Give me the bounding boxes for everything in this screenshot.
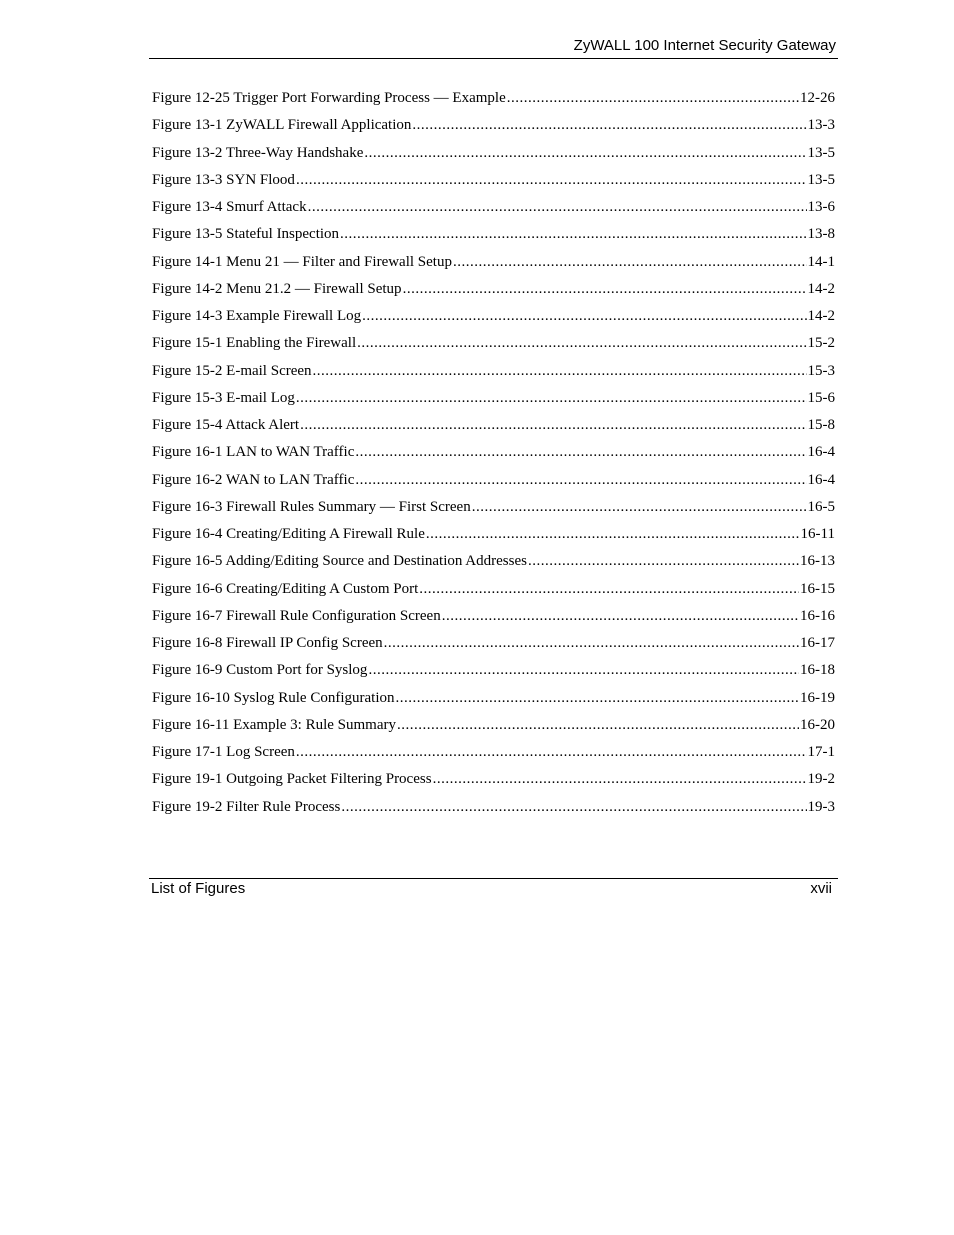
toc-entry[interactable] xyxy=(152,116,835,143)
toc-entry-title[interactable]: Figure 15-4 Attack Alert xyxy=(152,417,300,433)
footer-section-title: List of Figures xyxy=(151,880,246,897)
toc-entry-page[interactable]: 13-5 xyxy=(807,171,835,188)
toc-entry-title[interactable]: Figure 16-11 Example 3: Rule Summary xyxy=(152,716,396,733)
toc-entry-title[interactable]: Figure 16-9 Custom Port for Syslog xyxy=(152,662,368,679)
toc-entry[interactable] xyxy=(152,443,835,470)
toc-entry-page[interactable]: 13-3 xyxy=(807,117,835,134)
toc-entry-page[interactable]: 12-26 xyxy=(800,90,835,106)
toc-entry-page[interactable]: 19-2 xyxy=(807,771,835,788)
toc-entry[interactable] xyxy=(152,307,835,334)
dot-leader xyxy=(412,116,806,134)
dot-leader xyxy=(396,689,800,707)
toc-entry[interactable] xyxy=(152,144,835,171)
toc-entry-page[interactable]: 13-8 xyxy=(807,226,835,243)
toc-entry-page[interactable]: 16-15 xyxy=(800,580,835,597)
toc-entry-page[interactable]: 19-3 xyxy=(807,798,835,815)
toc-entry[interactable] xyxy=(152,607,835,634)
toc-entry-title[interactable]: Figure 16-10 Syslog Rule Configuration xyxy=(152,689,395,706)
header-rule xyxy=(149,58,838,59)
dot-leader xyxy=(355,443,806,461)
footer-rule xyxy=(149,878,838,879)
toc-entry[interactable] xyxy=(152,362,835,389)
toc-entry[interactable] xyxy=(152,661,835,688)
toc-entry[interactable] xyxy=(152,716,835,743)
toc-entry-page[interactable]: 16-19 xyxy=(800,689,835,706)
toc-entry-title[interactable]: Figure 16-7 Firewall Rule Configuration Screen xyxy=(152,607,441,624)
toc-entry-page[interactable]: 16-18 xyxy=(800,662,835,679)
toc-entry-title[interactable]: Figure 16-8 Firewall IP Config Screen xyxy=(152,635,383,651)
toc-entry-page[interactable]: 17-1 xyxy=(807,744,835,760)
dot-leader xyxy=(507,89,799,107)
toc-entry-title[interactable]: Figure 13-2 Three-Way Handshake xyxy=(152,144,364,161)
toc-entry[interactable] xyxy=(152,525,835,552)
toc-entry-title[interactable]: Figure 16-5 Adding/Editing Source and Destination Addresses xyxy=(152,553,527,570)
toc-entry[interactable] xyxy=(152,471,835,498)
dot-leader xyxy=(397,716,799,734)
dot-leader xyxy=(384,634,799,652)
toc-entry-page[interactable]: 16-13 xyxy=(800,553,835,570)
toc-entry-title[interactable]: Figure 16-2 WAN to LAN Traffic xyxy=(152,471,355,488)
dot-leader xyxy=(403,280,807,298)
running-header-title: ZyWALL 100 Internet Security Gateway xyxy=(573,37,836,54)
dot-leader xyxy=(300,416,806,434)
toc-entry[interactable] xyxy=(152,552,835,579)
toc-entry[interactable] xyxy=(152,498,835,525)
dot-leader xyxy=(453,253,807,271)
toc-entry-page[interactable]: 16-5 xyxy=(807,498,835,515)
list-of-figures xyxy=(152,89,835,825)
toc-entry[interactable] xyxy=(152,634,835,661)
toc-entry-title[interactable]: Figure 13-5 Stateful Inspection xyxy=(152,226,340,243)
dot-leader xyxy=(368,661,799,679)
toc-entry-title[interactable]: Figure 16-4 Creating/Editing A Firewall Rule xyxy=(152,526,425,542)
toc-entry-title[interactable]: Figure 12-25 Trigger Port Forwarding Process — Example xyxy=(152,90,506,106)
toc-entry-page[interactable]: 16-4 xyxy=(807,444,835,461)
toc-entry-title[interactable]: Figure 13-4 Smurf Attack xyxy=(152,199,307,215)
toc-entry-page[interactable]: 16-16 xyxy=(800,607,835,624)
toc-entry-title[interactable]: Figure 15-2 E-mail Screen xyxy=(152,362,312,379)
dot-leader xyxy=(472,498,807,516)
dot-leader xyxy=(442,607,799,625)
dot-leader xyxy=(296,743,807,761)
toc-entry-title[interactable]: Figure 19-2 Filter Rule Process xyxy=(152,798,341,815)
toc-entry-title[interactable]: Figure 17-1 Log Screen xyxy=(152,744,295,760)
toc-entry[interactable] xyxy=(152,253,835,280)
toc-entry-page[interactable]: 14-2 xyxy=(807,308,835,324)
toc-entry[interactable] xyxy=(152,389,835,416)
dot-leader xyxy=(433,770,807,788)
dot-leader xyxy=(296,171,807,189)
toc-entry[interactable] xyxy=(152,171,835,198)
toc-entry-title[interactable]: Figure 14-2 Menu 21.2 — Firewall Setup xyxy=(152,280,402,297)
toc-entry-page[interactable]: 15-6 xyxy=(807,389,835,406)
toc-entry-page[interactable]: 13-5 xyxy=(807,144,835,161)
toc-entry[interactable] xyxy=(152,743,835,770)
toc-entry-page[interactable]: 16-20 xyxy=(800,716,835,733)
toc-entry-title[interactable]: Figure 16-6 Creating/Editing A Custom Port xyxy=(152,580,419,597)
toc-entry-title[interactable]: Figure 15-3 E-mail Log xyxy=(152,389,295,406)
toc-entry-page[interactable]: 16-11 xyxy=(800,526,835,542)
toc-entry[interactable] xyxy=(152,580,835,607)
dot-leader xyxy=(419,580,799,598)
dot-leader xyxy=(364,144,806,162)
dot-leader xyxy=(341,798,806,816)
dot-leader xyxy=(357,334,806,352)
toc-entry-page[interactable]: 15-3 xyxy=(807,362,835,379)
toc-entry-page[interactable]: 15-2 xyxy=(807,335,835,352)
toc-entry-page[interactable]: 14-2 xyxy=(807,280,835,297)
dot-leader xyxy=(426,525,800,543)
dot-leader xyxy=(296,389,807,407)
toc-entry-title[interactable]: Figure 13-3 SYN Flood xyxy=(152,171,295,188)
toc-entry[interactable] xyxy=(152,416,835,443)
toc-entry-title[interactable]: Figure 16-1 LAN to WAN Traffic xyxy=(152,444,355,461)
dot-leader xyxy=(340,225,806,243)
toc-entry-page[interactable]: 14-1 xyxy=(807,253,835,270)
dot-leader xyxy=(362,307,806,325)
toc-entry-page[interactable]: 15-8 xyxy=(807,417,835,433)
toc-entry[interactable] xyxy=(152,798,835,825)
toc-entry-title[interactable]: Figure 15-1 Enabling the Firewall xyxy=(152,335,357,352)
footer-page-number: xvii xyxy=(810,880,832,897)
toc-entry-page[interactable]: 16-17 xyxy=(800,635,835,651)
toc-entry[interactable] xyxy=(152,689,835,716)
dot-leader xyxy=(308,198,807,216)
toc-entry[interactable] xyxy=(152,280,835,307)
toc-entry[interactable] xyxy=(152,198,835,225)
toc-entry[interactable] xyxy=(152,334,835,361)
toc-entry-page[interactable]: 16-4 xyxy=(807,471,835,488)
toc-entry-page[interactable]: 13-6 xyxy=(807,199,835,215)
toc-entry-title[interactable]: Figure 16-3 Firewall Rules Summary — First Screen xyxy=(152,498,471,515)
dot-leader xyxy=(313,362,807,380)
toc-entry-title[interactable]: Figure 19-1 Outgoing Packet Filtering Process xyxy=(152,771,432,788)
dot-leader xyxy=(528,552,799,570)
toc-entry-title[interactable]: Figure 14-1 Menu 21 — Filter and Firewall Setup xyxy=(152,253,452,270)
dot-leader xyxy=(355,471,806,489)
toc-entry-title[interactable]: Figure 13-1 ZyWALL Firewall Application xyxy=(152,117,412,134)
toc-entry[interactable] xyxy=(152,89,835,116)
toc-entry-title[interactable]: Figure 14-3 Example Firewall Log xyxy=(152,308,362,324)
toc-entry[interactable] xyxy=(152,225,835,252)
toc-entry[interactable] xyxy=(152,770,835,797)
